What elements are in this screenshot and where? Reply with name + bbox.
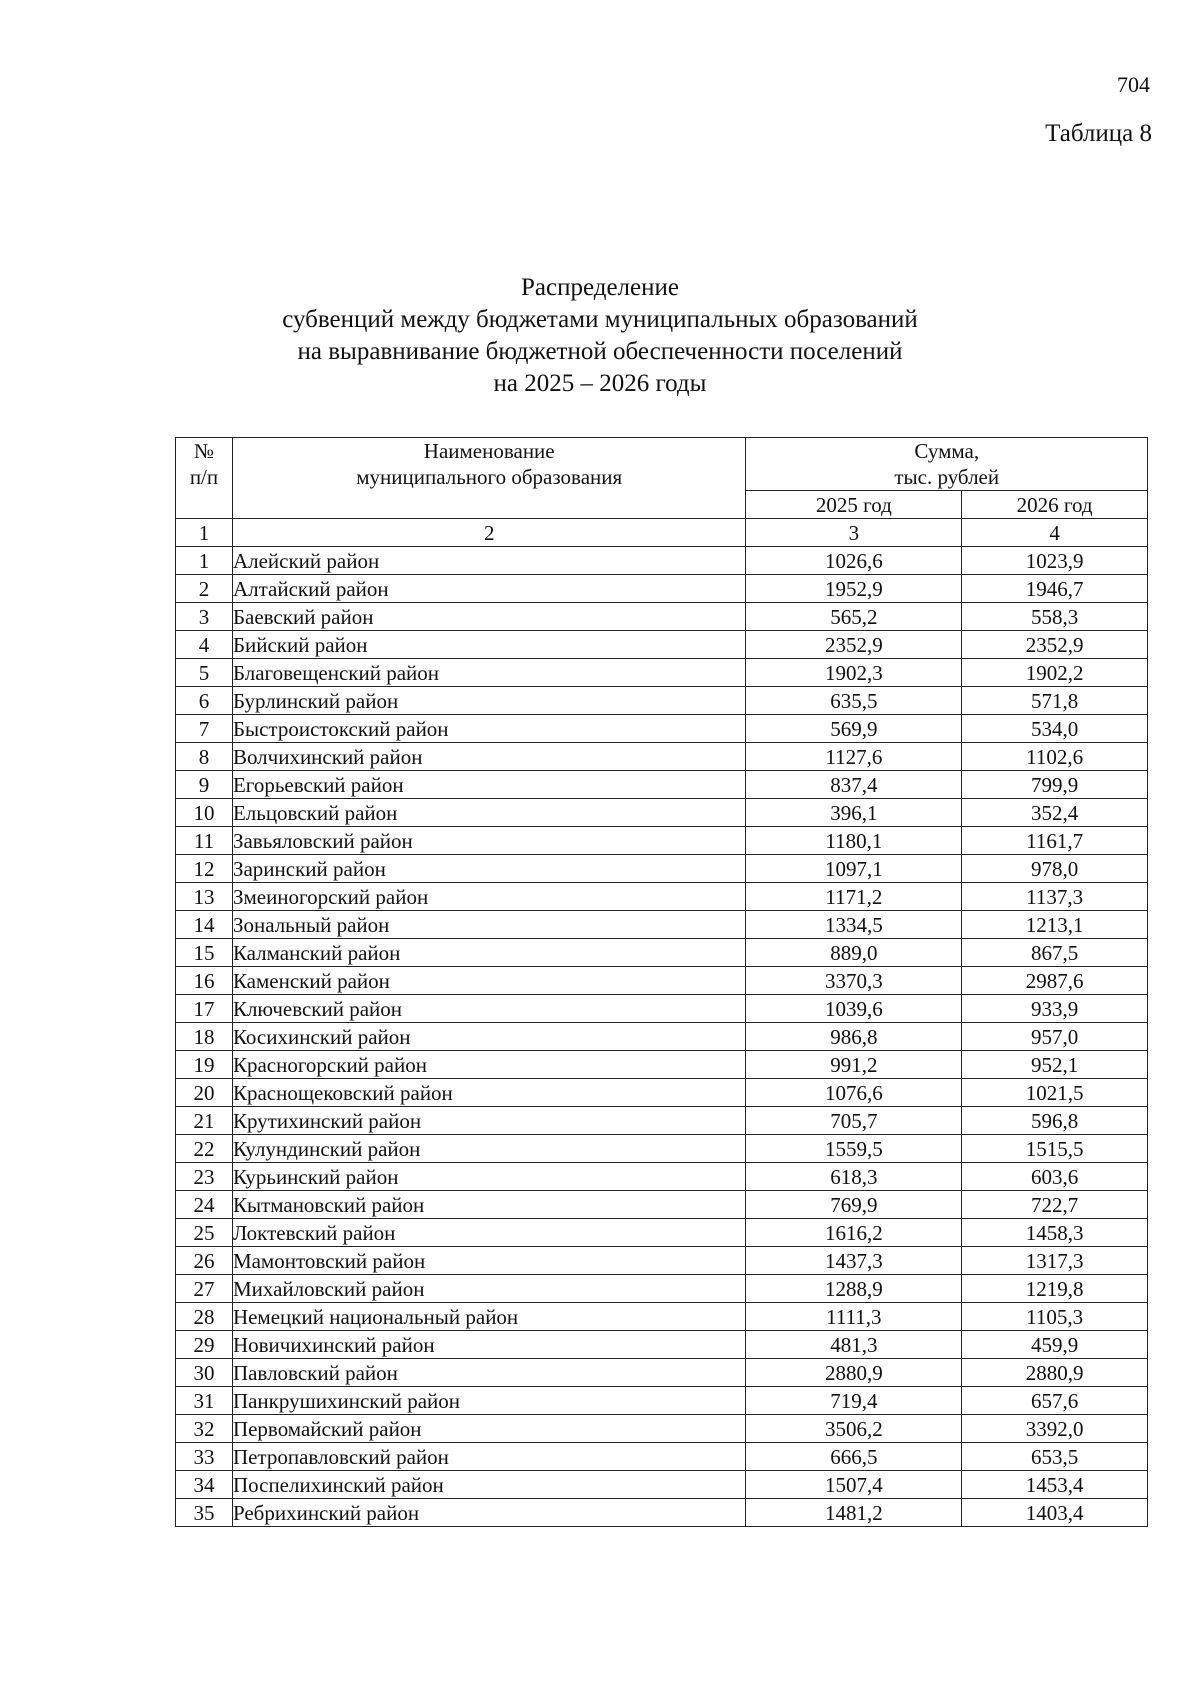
table-row [176, 1331, 1148, 1359]
table-row [176, 1359, 1148, 1387]
amount-2025: 3506,2 [746, 1415, 962, 1443]
municipality-name: Алейский район [232, 547, 746, 575]
amount-2026: 978,0 [962, 855, 1148, 883]
table-row [176, 547, 1148, 575]
row-number: 26 [176, 1247, 233, 1275]
row-number: 10 [176, 799, 233, 827]
amount-2025: 666,5 [746, 1443, 962, 1471]
amount-2025: 1507,4 [746, 1471, 962, 1499]
amount-2025: 481,3 [746, 1331, 962, 1359]
row-number: 13 [176, 883, 233, 911]
municipality-name: Ребрихинский район [232, 1499, 746, 1527]
document-title [0, 272, 1200, 400]
row-number: 32 [176, 1415, 233, 1443]
municipality-name: Змеиногорский район [232, 883, 746, 911]
row-number: 35 [176, 1499, 233, 1527]
row-number: 6 [176, 687, 233, 715]
row-number: 9 [176, 771, 233, 799]
row-number: 17 [176, 995, 233, 1023]
amount-2025: 635,5 [746, 687, 962, 715]
table-row [176, 827, 1148, 855]
amount-2025: 991,2 [746, 1051, 962, 1079]
row-number: 8 [176, 743, 233, 771]
row-number: 25 [176, 1219, 233, 1247]
table-row [176, 1023, 1148, 1051]
table-row [176, 1051, 1148, 1079]
row-number: 23 [176, 1163, 233, 1191]
municipality-name: Заринский район [232, 855, 746, 883]
amount-2025: 1288,9 [746, 1275, 962, 1303]
amount-2026: 1021,5 [962, 1079, 1148, 1107]
column-index: 2 [232, 519, 746, 547]
table-row [176, 631, 1148, 659]
amount-2025: 3370,3 [746, 967, 962, 995]
row-number: 19 [176, 1051, 233, 1079]
amount-2026: 1902,2 [962, 659, 1148, 687]
amount-2026: 3392,0 [962, 1415, 1148, 1443]
table-row [176, 743, 1148, 771]
amount-2026: 653,5 [962, 1443, 1148, 1471]
header-sum-line2: тыс. рублей [894, 465, 1000, 489]
amount-2025: 719,4 [746, 1387, 962, 1415]
table-row [176, 575, 1148, 603]
row-number: 12 [176, 855, 233, 883]
municipality-name: Павловский район [232, 1359, 746, 1387]
municipality-name: Мамонтовский район [232, 1247, 746, 1275]
municipality-name: Новичихинский район [232, 1331, 746, 1359]
municipality-name: Каменский район [232, 967, 746, 995]
amount-2026: 459,9 [962, 1331, 1148, 1359]
page-number: 704 [1117, 72, 1150, 97]
table-row [176, 1443, 1148, 1471]
amount-2026: 657,6 [962, 1387, 1148, 1415]
row-number: 22 [176, 1135, 233, 1163]
table-row [176, 1247, 1148, 1275]
title-line: субвенций между бюджетами муниципальных образований [282, 306, 918, 333]
row-number: 28 [176, 1303, 233, 1331]
municipality-name: Кытмановский район [232, 1191, 746, 1219]
column-index: 3 [746, 519, 962, 547]
amount-2026: 2352,9 [962, 631, 1148, 659]
municipality-name: Кулундинский район [232, 1135, 746, 1163]
column-index-row [176, 519, 1148, 547]
table-header-row [176, 438, 1148, 491]
municipality-name: Благовещенский район [232, 659, 746, 687]
amount-2025: 1026,6 [746, 547, 962, 575]
table-row [176, 855, 1148, 883]
row-number: 2 [176, 575, 233, 603]
amount-2026: 603,6 [962, 1163, 1148, 1191]
header-number-line1: № [193, 439, 214, 463]
table-row [176, 1471, 1148, 1499]
amount-2026: 1219,8 [962, 1275, 1148, 1303]
table-row [176, 1499, 1148, 1527]
municipality-name: Ключевский район [232, 995, 746, 1023]
table-row [176, 967, 1148, 995]
amount-2026: 1453,4 [962, 1471, 1148, 1499]
municipality-name: Михайловский район [232, 1275, 746, 1303]
row-number: 34 [176, 1471, 233, 1499]
row-number: 16 [176, 967, 233, 995]
table-row [176, 799, 1148, 827]
amount-2025: 618,3 [746, 1163, 962, 1191]
amount-2025: 837,4 [746, 771, 962, 799]
municipality-name: Косихинский район [232, 1023, 746, 1051]
table-row [176, 659, 1148, 687]
amount-2026: 1403,4 [962, 1499, 1148, 1527]
row-number: 29 [176, 1331, 233, 1359]
row-number: 4 [176, 631, 233, 659]
amount-2026: 1213,1 [962, 911, 1148, 939]
amount-2025: 396,1 [746, 799, 962, 827]
title-line: Распределение [521, 274, 679, 301]
amount-2025: 1127,6 [746, 743, 962, 771]
municipality-name: Баевский район [232, 603, 746, 631]
table-row [176, 1163, 1148, 1191]
header-name [232, 438, 746, 519]
header-number-line2: п/п [189, 465, 219, 489]
table-label: Таблица 8 [1045, 120, 1152, 147]
municipality-name: Быстроистокский район [232, 715, 746, 743]
amount-2026: 1317,3 [962, 1247, 1148, 1275]
amount-2026: 952,1 [962, 1051, 1148, 1079]
title-line: на 2025 – 2026 годы [493, 370, 707, 397]
subvention-table [175, 437, 1148, 1527]
amount-2026: 1137,3 [962, 883, 1148, 911]
row-number: 18 [176, 1023, 233, 1051]
amount-2026: 352,4 [962, 799, 1148, 827]
amount-2026: 1105,3 [962, 1303, 1148, 1331]
table-row [176, 1135, 1148, 1163]
municipality-name: Локтевский район [232, 1219, 746, 1247]
table-row [176, 1387, 1148, 1415]
table-row [176, 911, 1148, 939]
header-number [176, 438, 233, 519]
table-row [176, 1303, 1148, 1331]
amount-2025: 2880,9 [746, 1359, 962, 1387]
amount-2026: 933,9 [962, 995, 1148, 1023]
amount-2026: 722,7 [962, 1191, 1148, 1219]
header-year-2025: 2025 год [746, 491, 962, 519]
municipality-name: Алтайский район [232, 575, 746, 603]
row-number: 5 [176, 659, 233, 687]
amount-2025: 569,9 [746, 715, 962, 743]
column-index: 1 [176, 519, 233, 547]
amount-2025: 769,9 [746, 1191, 962, 1219]
header-name-line1: Наименование [423, 439, 555, 463]
amount-2025: 1334,5 [746, 911, 962, 939]
amount-2026: 558,3 [962, 603, 1148, 631]
municipality-name: Краснощековский район [232, 1079, 746, 1107]
header-name-line2: муниципального образования [356, 465, 623, 489]
amount-2026: 1102,6 [962, 743, 1148, 771]
amount-2026: 957,0 [962, 1023, 1148, 1051]
amount-2026: 571,8 [962, 687, 1148, 715]
amount-2025: 1171,2 [746, 883, 962, 911]
table-row [176, 1107, 1148, 1135]
table-row [176, 883, 1148, 911]
row-number: 14 [176, 911, 233, 939]
municipality-name: Поспелихинский район [232, 1471, 746, 1499]
table-row [176, 603, 1148, 631]
column-index: 4 [962, 519, 1148, 547]
municipality-name: Егорьевский район [232, 771, 746, 799]
table-row [176, 1219, 1148, 1247]
table-row [176, 687, 1148, 715]
row-number: 7 [176, 715, 233, 743]
amount-2026: 596,8 [962, 1107, 1148, 1135]
municipality-name: Крутихинский район [232, 1107, 746, 1135]
amount-2026: 867,5 [962, 939, 1148, 967]
municipality-name: Петропавловский район [232, 1443, 746, 1471]
row-number: 15 [176, 939, 233, 967]
table-row [176, 939, 1148, 967]
municipality-name: Калманский район [232, 939, 746, 967]
amount-2026: 1161,7 [962, 827, 1148, 855]
amount-2025: 1180,1 [746, 827, 962, 855]
municipality-name: Бурлинский район [232, 687, 746, 715]
municipality-name: Немецкий национальный район [232, 1303, 746, 1331]
amount-2025: 1481,2 [746, 1499, 962, 1527]
row-number: 30 [176, 1359, 233, 1387]
row-number: 31 [176, 1387, 233, 1415]
amount-2025: 1097,1 [746, 855, 962, 883]
amount-2025: 889,0 [746, 939, 962, 967]
title-line: на выравнивание бюджетной обеспеченности поселений [297, 338, 903, 365]
amount-2025: 1902,3 [746, 659, 962, 687]
amount-2026: 534,0 [962, 715, 1148, 743]
table-row [176, 1079, 1148, 1107]
municipality-name: Курьинский район [232, 1163, 746, 1191]
table-row [176, 1415, 1148, 1443]
table-row [176, 1191, 1148, 1219]
amount-2025: 1039,6 [746, 995, 962, 1023]
amount-2025: 1616,2 [746, 1219, 962, 1247]
table-row [176, 715, 1148, 743]
municipality-name: Бийский район [232, 631, 746, 659]
amount-2025: 1559,5 [746, 1135, 962, 1163]
table-row [176, 995, 1148, 1023]
amount-2025: 1076,6 [746, 1079, 962, 1107]
municipality-name: Красногорский район [232, 1051, 746, 1079]
row-number: 27 [176, 1275, 233, 1303]
amount-2025: 565,2 [746, 603, 962, 631]
amount-2025: 2352,9 [746, 631, 962, 659]
amount-2026: 799,9 [962, 771, 1148, 799]
municipality-name: Завьяловский район [232, 827, 746, 855]
municipality-name: Первомайский район [232, 1415, 746, 1443]
amount-2026: 2880,9 [962, 1359, 1148, 1387]
header-year-2026: 2026 год [962, 491, 1148, 519]
amount-2025: 1952,9 [746, 575, 962, 603]
row-number: 20 [176, 1079, 233, 1107]
row-number: 3 [176, 603, 233, 631]
table-row [176, 1275, 1148, 1303]
amount-2025: 705,7 [746, 1107, 962, 1135]
amount-2026: 1458,3 [962, 1219, 1148, 1247]
row-number: 21 [176, 1107, 233, 1135]
amount-2026: 2987,6 [962, 967, 1148, 995]
municipality-name: Зональный район [232, 911, 746, 939]
row-number: 24 [176, 1191, 233, 1219]
municipality-name: Ельцовский район [232, 799, 746, 827]
amount-2026: 1515,5 [962, 1135, 1148, 1163]
header-sum [746, 438, 1148, 491]
row-number: 1 [176, 547, 233, 575]
row-number: 33 [176, 1443, 233, 1471]
amount-2025: 986,8 [746, 1023, 962, 1051]
amount-2025: 1437,3 [746, 1247, 962, 1275]
row-number: 11 [176, 827, 233, 855]
amount-2025: 1111,3 [746, 1303, 962, 1331]
municipality-name: Панкрушихинский район [232, 1387, 746, 1415]
amount-2026: 1946,7 [962, 575, 1148, 603]
header-sum-line1: Сумма, [914, 439, 980, 463]
municipality-name: Волчихинский район [232, 743, 746, 771]
table-row [176, 771, 1148, 799]
amount-2026: 1023,9 [962, 547, 1148, 575]
